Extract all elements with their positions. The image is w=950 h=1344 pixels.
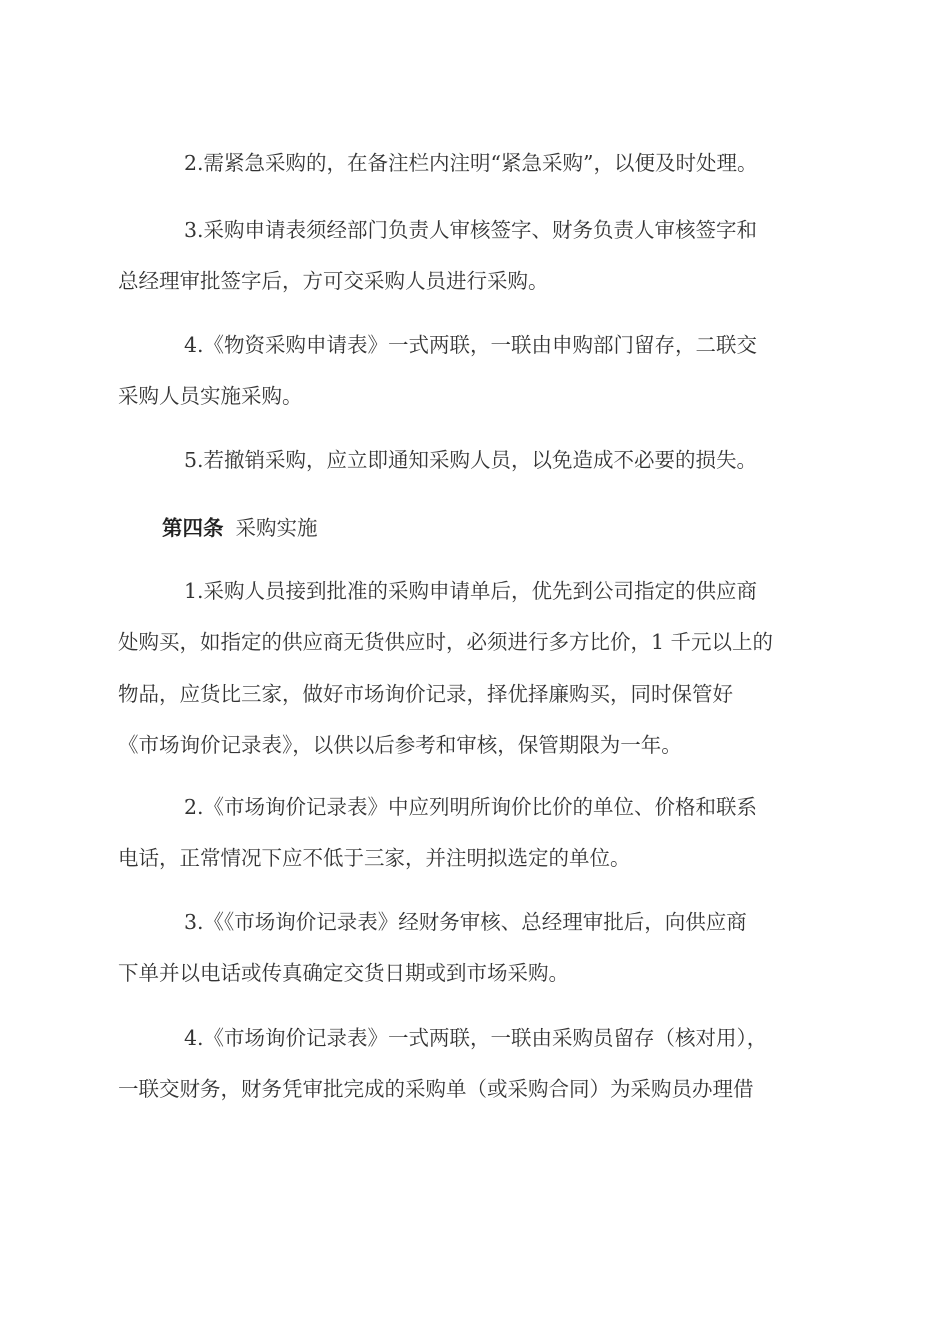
paragraph-item-3 — [118, 205, 834, 308]
section-heading — [162, 506, 318, 550]
paragraph-item-4 — [118, 320, 834, 423]
paragraph-item-5 — [118, 435, 834, 486]
paragraph-line: 一联交财务，财务凭审批完成的采购单（或采购合同）为采购员办理借 — [118, 1077, 754, 1102]
section-title: 采购实施 — [235, 516, 318, 540]
paragraph-line: 总经理审批签字后，方可交采购人员进行采购。 — [118, 269, 549, 294]
paragraph-line: 处购买，如指定的供应商无货供应时，必须进行多方比价，1 千元以上的 — [118, 630, 774, 655]
section-paragraph-3 — [118, 897, 834, 1000]
paragraph-line: 2.《市场询价记录表》中应列明所询价比价的单位、价格和联系 — [184, 795, 758, 819]
paragraph-line: 4.《物资采购申请表》一式两联，一联由申购部门留存，二联交 — [184, 333, 758, 357]
paragraph-line: 电话，正常情况下应不低于三家，并注明拟选定的单位。 — [118, 846, 631, 871]
paragraph-line: 5.若撤销采购，应立即通知采购人员，以免造成不必要的损失。 — [184, 448, 758, 472]
section-paragraph-2 — [118, 782, 834, 885]
paragraph-line: 下单并以电话或传真确定交货日期或到市场采购。 — [118, 961, 569, 986]
section-paragraph-4 — [118, 1013, 834, 1116]
paragraph-line: 3.采购申请表须经部门负责人审核签字、财务负责人审核签字和 — [184, 218, 758, 242]
paragraph-line: 《市场询价记录表》，以供以后参考和审核，保管期限为一年。 — [118, 732, 682, 757]
paragraph-item-2 — [118, 138, 834, 189]
paragraph-line: 1.采购人员接到批准的采购申请单后，优先到公司指定的供应商 — [184, 579, 758, 603]
paragraph-line: 2.需紧急采购的，在备注栏内注明“紧急采购”，以便及时处理。 — [184, 151, 758, 175]
paragraph-line: 采购人员实施采购。 — [118, 384, 303, 409]
paragraph-line: 4.《市场询价记录表》一式两联，一联由采购员留存（核对用）， — [184, 1026, 768, 1050]
paragraph-line: 3.《《市场询价记录表》经财务审核、总经理审批后，向供应商 — [184, 910, 747, 934]
section-number: 第四条 — [162, 516, 224, 540]
section-paragraph-1 — [118, 566, 834, 771]
paragraph-line: 物品，应货比三家，做好市场询价记录，择优择廉购买，同时保管好 — [118, 681, 733, 706]
